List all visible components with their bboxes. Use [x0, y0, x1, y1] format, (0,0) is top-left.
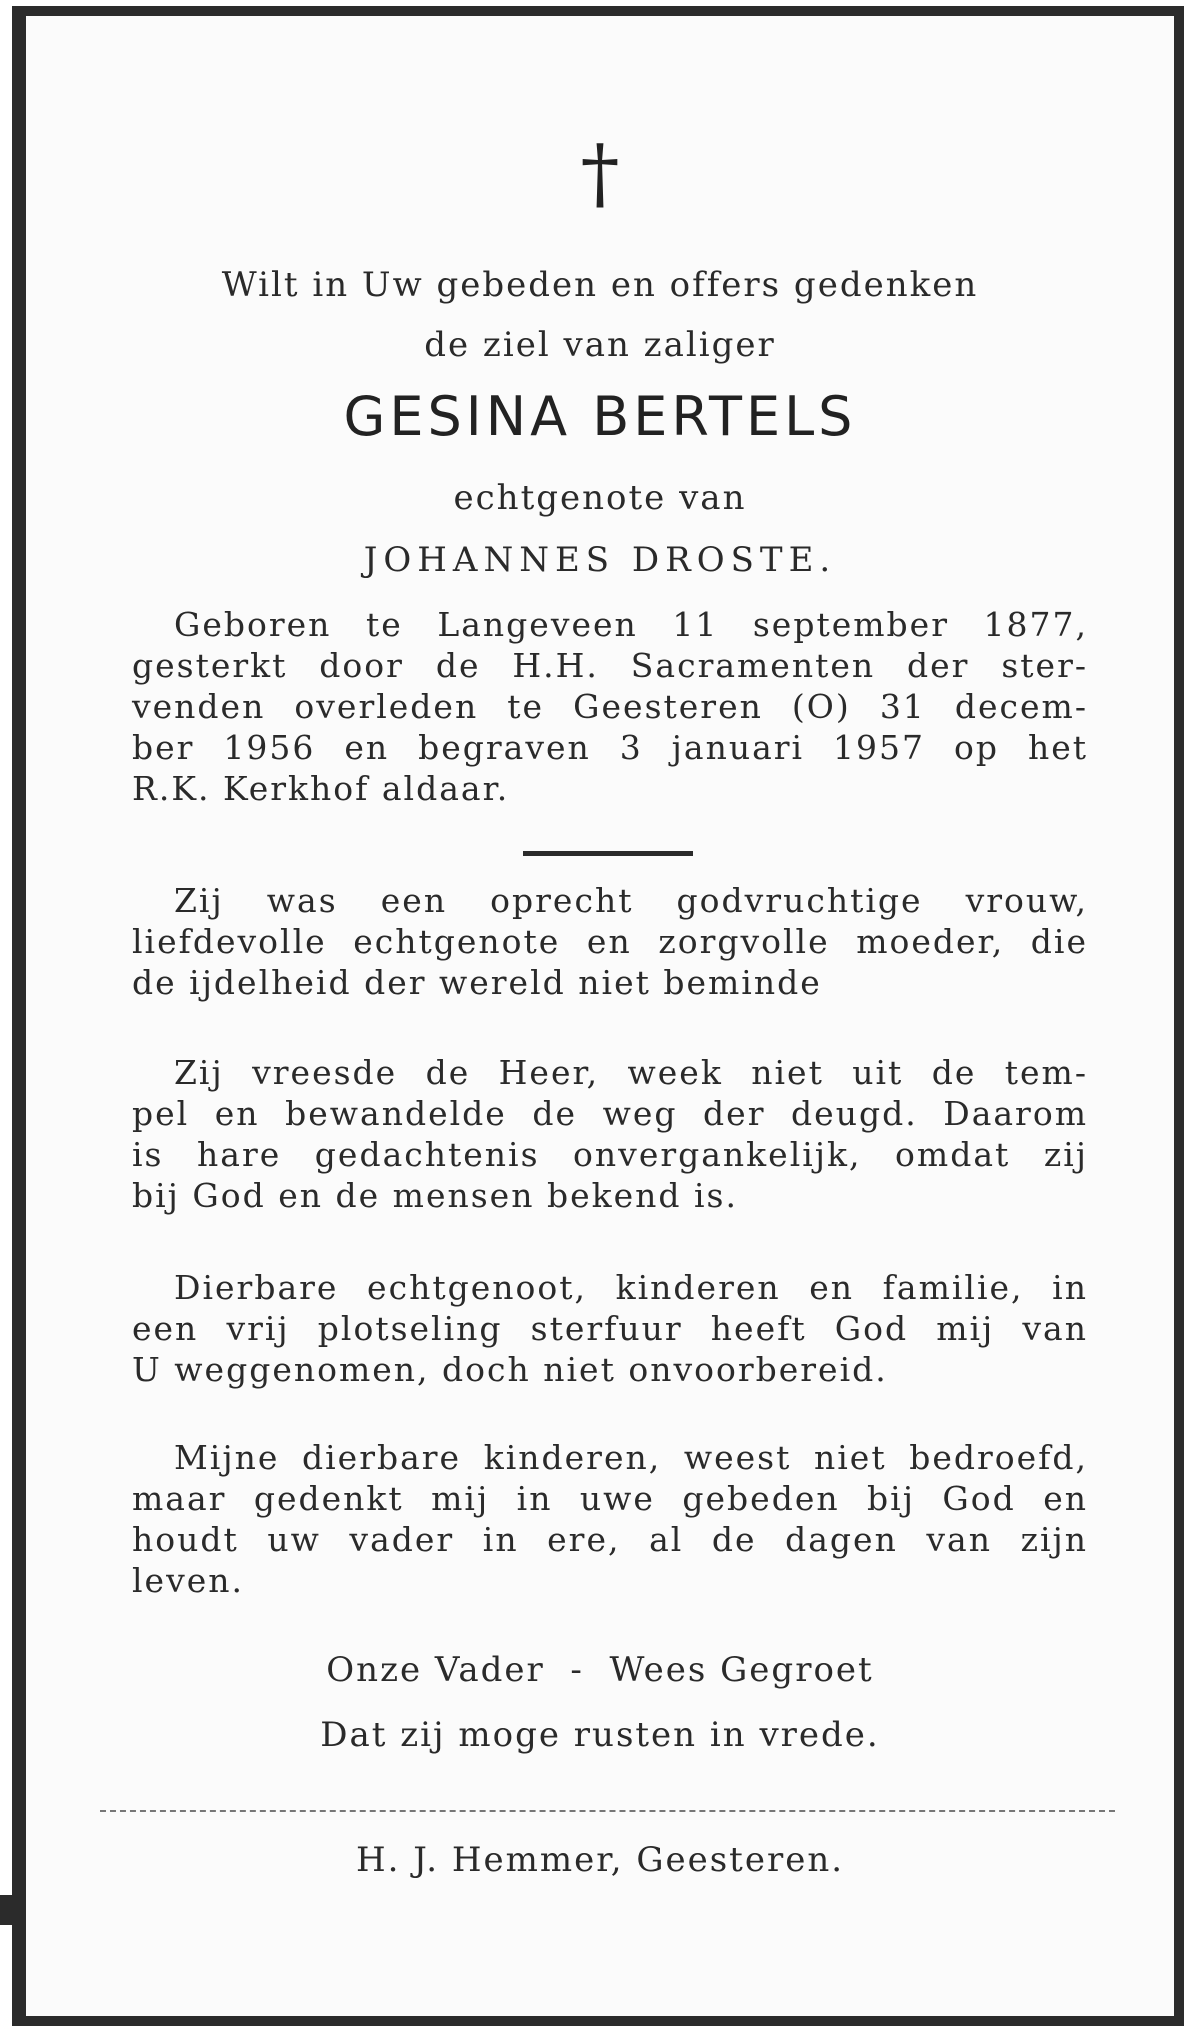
scripture-line: bij God en de mensen bekend is.: [132, 1176, 738, 1215]
farewell-paragraph: [132, 1267, 1088, 1390]
spouse-name: JOHANNES DROSTE.: [363, 540, 837, 580]
prayers-line: Onze Vader - Wees Gegroet: [326, 1650, 874, 1690]
farewell-line: een vrij plotseling sterfuur heeft God mij van: [132, 1309, 1088, 1348]
farewell-line: U weggenomen, doch niet onvoorbereid.: [132, 1350, 888, 1389]
separator-rule: [523, 851, 693, 856]
deceased-name: GESINA BERTELS: [343, 385, 857, 448]
biography-line: gesterkt door de H.H. Sacramenten der ster-: [132, 646, 1088, 685]
farewell-line: Dierbare echtgenoot, kinderen en familie, in: [174, 1268, 1088, 1307]
rest-in-peace-line: Dat zij moge rusten in vrede.: [320, 1715, 880, 1755]
children-line: Mijne dierbare kinderen, weest niet bedroefd,: [174, 1438, 1088, 1477]
virtue-line: Zij was een oprecht godvruchtige vrouw,: [174, 881, 1088, 920]
biography-paragraph: [132, 604, 1088, 809]
biography-line: R.K. Kerkhof aldaar.: [132, 769, 510, 808]
children-line: houdt uw vader in ere, al de dagen van zijn: [132, 1520, 1088, 1559]
spouse-label: echtgenote van: [453, 478, 747, 518]
biography-line: ber 1956 en begraven 3 januari 1957 op het: [132, 728, 1088, 767]
scripture-line: Zij vreesde de Heer, week niet uit de tem-: [174, 1053, 1088, 1092]
virtue-line: de ijdelheid der wereld niet beminde: [132, 963, 822, 1002]
biography-line: venden overleden te Geesteren (O) 31 decem-: [132, 687, 1088, 726]
printer-credit: H. J. Hemmer, Geesteren.: [355, 1840, 845, 1880]
card-edge-shadow: [0, 1895, 16, 1925]
dashed-divider: [100, 1810, 1115, 1812]
scripture-line: pel en bewandelde de weg der deugd. Daarom: [132, 1094, 1088, 1133]
scripture-paragraph: [132, 1052, 1088, 1216]
intro-line-2: de ziel van zaliger: [424, 325, 776, 365]
biography-line: Geboren te Langeveen 11 september 1877,: [174, 605, 1088, 644]
children-paragraph: [132, 1437, 1088, 1601]
children-line: leven.: [132, 1561, 244, 1600]
children-line: maar gedenkt mij in uwe gebeden bij God en: [132, 1479, 1088, 1518]
virtue-paragraph: [132, 880, 1088, 1003]
scripture-line: is hare gedachtenis onvergankelijk, omdat zij: [132, 1135, 1088, 1174]
cross-icon: †: [580, 129, 620, 219]
virtue-line: liefdevolle echtgenote en zorgvolle moeder, die: [132, 922, 1088, 961]
intro-line-1: Wilt in Uw gebeden en offers gedenken: [221, 265, 979, 305]
